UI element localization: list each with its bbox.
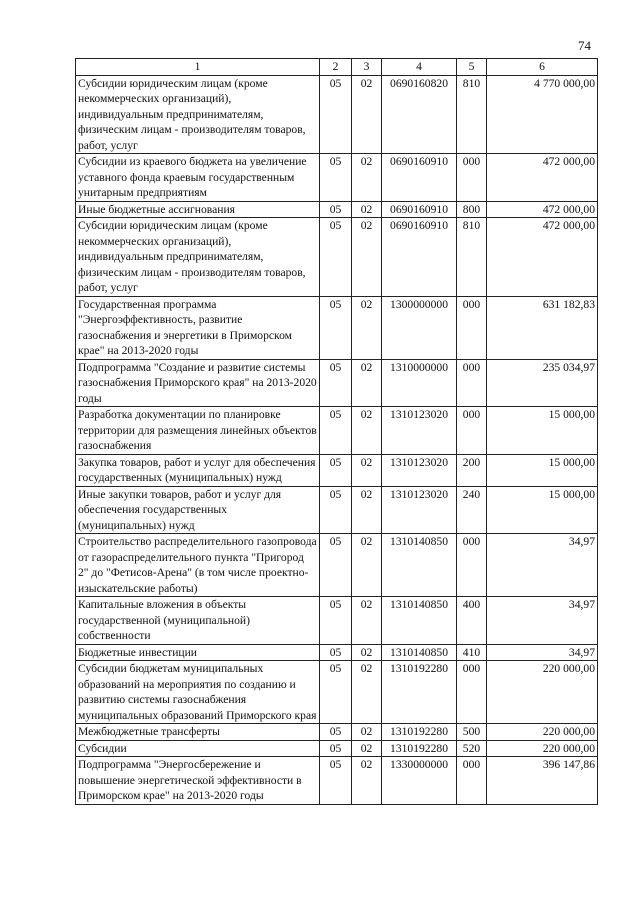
section-code: 05 [320, 296, 352, 359]
target-code: 1310192280 [382, 740, 457, 757]
expense-type-code: 800 [457, 201, 487, 218]
target-code: 0690160910 [382, 218, 457, 297]
section-code: 05 [320, 75, 352, 154]
subsection-code: 02 [352, 661, 382, 724]
item-name: Субсидии юридическим лицам (кроме некоммерческих организаций), индивидуальным предпринимателям, физическим лицам - производителям товаров, работ, услуг [76, 75, 320, 154]
amount: 631 182,83 [487, 296, 598, 359]
subsection-code: 02 [352, 644, 382, 661]
expense-type-code: 520 [457, 740, 487, 757]
subsection-code: 02 [352, 201, 382, 218]
amount: 34,97 [487, 597, 598, 645]
target-code: 1310192280 [382, 724, 457, 741]
section-code: 05 [320, 407, 352, 455]
amount: 15 000,00 [487, 407, 598, 455]
item-name: Бюджетные инвестиции [76, 644, 320, 661]
target-code: 1310123020 [382, 454, 457, 486]
expense-type-code: 400 [457, 597, 487, 645]
table-row [76, 154, 598, 202]
expense-type-code: 810 [457, 218, 487, 297]
subsection-code: 02 [352, 724, 382, 741]
target-code: 0690160910 [382, 154, 457, 202]
target-code: 0690160820 [382, 75, 457, 154]
item-name: Капитальные вложения в объекты государственной (муниципальной) собственности [76, 597, 320, 645]
table-row [76, 359, 598, 407]
section-code: 05 [320, 218, 352, 297]
amount: 472 000,00 [487, 154, 598, 202]
subsection-code: 02 [352, 454, 382, 486]
target-code: 1330000000 [382, 757, 457, 805]
amount: 220 000,00 [487, 740, 598, 757]
item-name: Закупка товаров, работ и услуг для обеспечения государственных (муниципальных) нужд [76, 454, 320, 486]
target-code: 1310000000 [382, 359, 457, 407]
amount: 4 770 000,00 [487, 75, 598, 154]
section-code: 05 [320, 454, 352, 486]
expense-type-code: 000 [457, 359, 487, 407]
subsection-code: 02 [352, 218, 382, 297]
table-row [76, 486, 598, 534]
amount: 472 000,00 [487, 218, 598, 297]
item-name: Субсидии бюджетам муниципальных образований на мероприятия по созданию и развитию системы газоснабжения муниципальных образований Приморского края [76, 661, 320, 724]
item-name: Разработка документации по планировке территории для размещения линейных объектов газоснабжения [76, 407, 320, 455]
table-row [76, 75, 598, 154]
subsection-code: 02 [352, 740, 382, 757]
expense-type-code: 000 [457, 534, 487, 597]
expense-type-code: 000 [457, 661, 487, 724]
target-code: 1310123020 [382, 486, 457, 534]
item-name: Субсидии [76, 740, 320, 757]
amount: 396 147,86 [487, 757, 598, 805]
item-name: Подпрограмма "Энергосбережение и повышение энергетической эффективности в Приморском крае" на 2013-2020 годы [76, 757, 320, 805]
amount: 34,97 [487, 644, 598, 661]
section-code: 05 [320, 740, 352, 757]
header-row [76, 59, 598, 76]
section-code: 05 [320, 359, 352, 407]
item-name: Строительство распределительного газопровода от газораспределительного пункта "Пригород 2" до "Фетисов-Арена" (в том числе проектно-изыскательские работы) [76, 534, 320, 597]
item-name: Подпрограмма "Создание и развитие системы газоснабжения Приморского края" на 2013-2020 годы [76, 359, 320, 407]
expense-type-code: 500 [457, 724, 487, 741]
column-header: 2 [320, 59, 352, 76]
amount: 34,97 [487, 534, 598, 597]
item-name: Иные бюджетные ассигнования [76, 201, 320, 218]
amount: 220 000,00 [487, 661, 598, 724]
subsection-code: 02 [352, 154, 382, 202]
table-row [76, 534, 598, 597]
section-code: 05 [320, 486, 352, 534]
table-row [76, 201, 598, 218]
expense-type-code: 810 [457, 75, 487, 154]
expense-type-code: 240 [457, 486, 487, 534]
column-header: 4 [382, 59, 457, 76]
table-row [76, 644, 598, 661]
expense-type-code: 000 [457, 296, 487, 359]
expense-type-code: 000 [457, 757, 487, 805]
budget-table [75, 58, 598, 805]
target-code: 1310140850 [382, 644, 457, 661]
subsection-code: 02 [352, 757, 382, 805]
subsection-code: 02 [352, 534, 382, 597]
item-name: Межбюджетные трансферты [76, 724, 320, 741]
amount: 220 000,00 [487, 724, 598, 741]
page-number: 74 [578, 38, 591, 53]
subsection-code: 02 [352, 597, 382, 645]
table-row [76, 296, 598, 359]
section-code: 05 [320, 154, 352, 202]
section-code: 05 [320, 757, 352, 805]
table-row [76, 740, 598, 757]
amount: 15 000,00 [487, 454, 598, 486]
expense-type-code: 000 [457, 407, 487, 455]
target-code: 0690160910 [382, 201, 457, 218]
amount: 235 034,97 [487, 359, 598, 407]
table-row [76, 724, 598, 741]
item-name: Субсидии из краевого бюджета на увеличение уставного фонда краевым государственным унитарным предприятиям [76, 154, 320, 202]
section-code: 05 [320, 597, 352, 645]
target-code: 1310123020 [382, 407, 457, 455]
amount: 15 000,00 [487, 486, 598, 534]
subsection-code: 02 [352, 296, 382, 359]
section-code: 05 [320, 661, 352, 724]
subsection-code: 02 [352, 359, 382, 407]
column-header: 5 [457, 59, 487, 76]
expense-type-code: 000 [457, 154, 487, 202]
target-code: 1310140850 [382, 534, 457, 597]
table-row [76, 597, 598, 645]
table-row [76, 454, 598, 486]
column-header: 1 [76, 59, 320, 76]
table-row [76, 218, 598, 297]
target-code: 1310192280 [382, 661, 457, 724]
section-code: 05 [320, 201, 352, 218]
column-header: 3 [352, 59, 382, 76]
subsection-code: 02 [352, 486, 382, 534]
target-code: 1310140850 [382, 597, 457, 645]
section-code: 05 [320, 534, 352, 597]
section-code: 05 [320, 724, 352, 741]
table-row [76, 757, 598, 805]
target-code: 1300000000 [382, 296, 457, 359]
subsection-code: 02 [352, 75, 382, 154]
item-name: Иные закупки товаров, работ и услуг для обеспечения государственных (муниципальных) нужд [76, 486, 320, 534]
column-header: 6 [487, 59, 598, 76]
expense-type-code: 410 [457, 644, 487, 661]
amount: 472 000,00 [487, 201, 598, 218]
table-row [76, 407, 598, 455]
section-code: 05 [320, 644, 352, 661]
item-name: Субсидии юридическим лицам (кроме некоммерческих организаций), индивидуальным предпринимателям, физическим лицам - производителям товаров, работ, услуг [76, 218, 320, 297]
expense-type-code: 200 [457, 454, 487, 486]
item-name: Государственная программа "Энергоэффективность, развитие газоснабжения и энергетики в Приморском крае" на 2013-2020 годы [76, 296, 320, 359]
table-row [76, 661, 598, 724]
subsection-code: 02 [352, 407, 382, 455]
